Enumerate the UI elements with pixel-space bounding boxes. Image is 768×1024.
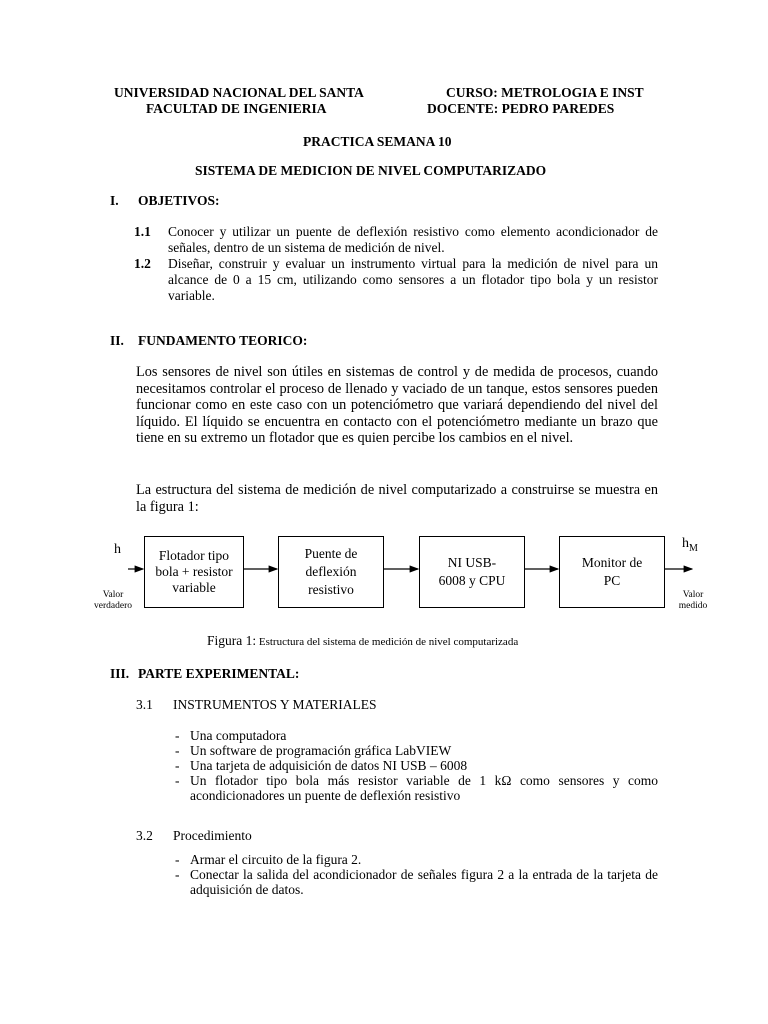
faculty-name: FACULTAD DE INGENIERIA — [146, 101, 327, 116]
material-item: Una computadora — [190, 728, 287, 743]
input-symbol: h — [114, 542, 121, 557]
teacher-name: DOCENTE: PEDRO PAREDES — [427, 101, 615, 116]
objective-2-number: 1.2 — [134, 256, 151, 271]
material-item: Un flotador tipo bola más resistor variable de 1 kΩ como sensores y como acondicionadores un puente de deflexión resistivo — [190, 773, 658, 803]
block-puente: Puente de deflexión resistivo — [278, 536, 384, 608]
output-symbol: $h_M$ — [682, 536, 698, 554]
block-flotador: Flotador tipo bola + resistor variable — [144, 536, 244, 608]
section1-title: OBJETIVOS: — [138, 193, 220, 208]
section1-number: I. — [110, 193, 119, 208]
objective-1-text: Conocer y utilizar un puente de deflexión resistivo como elemento acondicionador de señales, dentro de un sistema de medición de nivel. — [168, 224, 658, 255]
block-ni-usb: NI USB- 6008 y CPU — [419, 536, 525, 608]
practice-title: PRACTICA SEMANA 10 — [303, 134, 452, 149]
bullet: - — [175, 743, 180, 758]
objective-2-text: Diseñar, construir y evaluar un instrumento virtual para la medición de nivel para un alcance de 0 a 15 cm, utilizando como sensores a un flotador tipo bola y un resistor variable. — [168, 256, 658, 303]
material-item: Un software de programación gráfica LabVIEW — [190, 743, 452, 758]
section3-title: PARTE EXPERIMENTAL: — [138, 666, 300, 681]
block-monitor: Monitor de PC — [559, 536, 665, 608]
subsection-3-1-title: INSTRUMENTOS Y MATERIALES — [173, 697, 377, 712]
bullet: - — [175, 867, 180, 882]
bullet: - — [175, 773, 180, 788]
system-title: SISTEMA DE MEDICION DE NIVEL COMPUTARIZADO — [195, 163, 547, 178]
theory-paragraph-1: Los sensores de nivel son útiles en sistemas de control y de medida de procesos, cuando necesitamos controlar el proceso de llenado y vaciado de un tanque, estos sensores pueden funcionar como en este caso con un potenciómetro que variará dependiendo del nivel del líquido. El líquido se encuentra en contacto con el potenciómetro mediante un brazo que tiene en su extremo un flotador que es quien percibe los cambios en el nivel. — [136, 364, 658, 446]
material-item: Una tarjeta de adquisición de datos NI USB – 6008 — [190, 758, 468, 773]
subsection-3-2-number: 3.2 — [136, 828, 153, 843]
procedure-item: Armar el circuito de la figura 2. — [190, 852, 362, 867]
section2-number: II. — [110, 333, 124, 348]
figure-1-caption: Figura 1: Estructura del sistema de medición de nivel computarizada — [207, 633, 519, 648]
output-label: Valor medido — [678, 590, 708, 611]
bullet: - — [175, 728, 180, 743]
subsection-3-2-title: Procedimiento — [173, 828, 252, 843]
objective-1-number: 1.1 — [134, 224, 151, 239]
university-name: UNIVERSIDAD NACIONAL DEL SANTA — [114, 85, 364, 100]
input-label: Valor verdadero — [94, 590, 132, 611]
procedure-item: Conectar la salida del acondicionador de señales figura 2 a la entrada de la tarjeta de adquisición de datos. — [190, 867, 658, 897]
figure-1-diagram — [80, 530, 720, 630]
section2-title: FUNDAMENTO TEORICO: — [138, 333, 308, 348]
subsection-3-1-number: 3.1 — [136, 697, 153, 712]
theory-paragraph-2: La estructura del sistema de medición de nivel computarizado a construirse se muestra en la figura 1: — [136, 482, 658, 515]
bullet: - — [175, 758, 180, 773]
bullet: - — [175, 852, 180, 867]
course-name: CURSO: METROLOGIA E INST — [446, 85, 644, 100]
section3-number: III. — [110, 666, 130, 681]
